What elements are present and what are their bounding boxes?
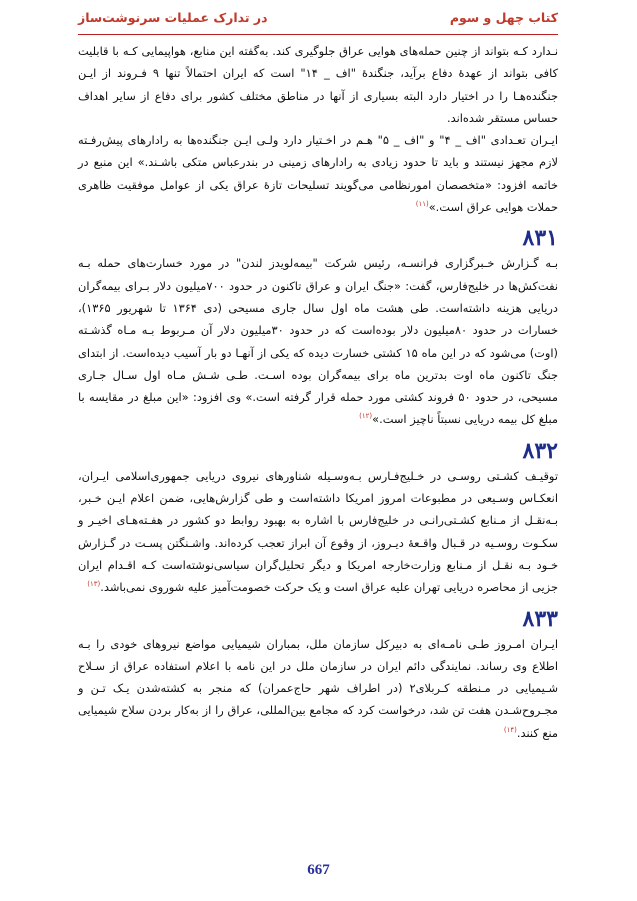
section-paragraph-833 [78, 633, 558, 744]
section-paragraph-832 [78, 465, 558, 599]
header-divider [78, 34, 558, 35]
section-text: ایـران امـروز طـی نامـه‌ای به دبیرکل سازمان ملل، بمباران شیمیایی مواضع نیروهای خودی را بـه اطلاع وی رساند. نمایندگی دائم ایران در سازمان ملل در این نامه با اعلام استفاده عراق از سـلاح شـیمیایی در مـنطقه کـربلای۲ (در اطراف شهر حاج‌عمران) که منجر به کشته‌شدن یـک تـن و مجـروح‌شـدن هفت تن شد، درخواست کرد که مجامع بین‌المللی، عراق را از به‌کار بردن سلاح شیمیایی منع کنند. [78, 636, 558, 740]
book-title: کتاب چهل و سوم [449, 10, 558, 25]
section-paragraph-831 [78, 252, 558, 430]
intro-text-2: ایـران تعـدادی "اف _ ۴" و "اف _ ۵" هـم در اخـتیار دارد ولـی ایـن جنگنده‌ها به رادارهای پیش‌رفـته لازم مجهز نیستند و باید تا حدود زیادی به رادارهای زمینی در بندرعباس متکی باشـند.» این منبع در خاتمه افزود: «متخصصان امورنظامی می‌گویند تسلیحات تازهٔ عراق یکی از عوامل موفقیت ظاهری حملات هوایی عراق است.» [78, 133, 559, 215]
intro-paragraph-2 [78, 129, 558, 218]
footnote-marker: (۱۳) [87, 580, 101, 589]
section-text: بـه گـزارش خـبرگزاری فرانسـه، رئیس شرکت "بیمه‌لویدز لندن" در مورد خسارت‌های حمله بـه نفت‌کش‌ها در خلیج‌فارس، گفت: «جنگ ایران و عراق تاکنون در حدود ۷۰۰میلیون دلار بـرای بیمه‌گران دریایی هزینه داشته‌است. طی هشت ماه اول سال جاری مسیحی (دی ۱۳۶۴ تا شهریور ۱۳۶۵)، خسارات در حدود ۸۰میلیون دلار بوده‌است که در حدود ۳۰میلیون دلار آن مـربوط بـه مـاه گذشـته (اوت) می‌شود که در این ماه ۱۵ کشتی خسارت دیده که یکی از آنهـا دو بار آسیب دیده‌است. از ابتدای جنگ تاکنون ماه اوت بدترین ماه برای بیمه‌گران بوده اسـت. طـی شـش مـاه اول سـال جـاری مسیحی، در حدود ۵۰ فروند کشتی مورد حمله قرار گرفته است.» وی افزود: «این مبلغ در مقایسه با مبلغ کل بیمه دریایی نسبتاً ناچیز است.» [78, 256, 558, 427]
intro-text: نـدارد کـه بتواند از چنین حمله‌های هوایی عراق جلوگیری کند. به‌گفته این منابع، هواپیمایی کـه با قابلیت کافی بتواند از عهدهٔ دفاع برآید، جنگندهٔ "اف _ ۱۴" است که ایران احتمالاً تنها ۹ فـروند از ایـن جنگنده‌هـا را در اختیار دارد البته بسیاری از آنها در مناطق مختلف کشور برای دفاع از سایر اهداف حساس مستقر شده‌اند. [78, 44, 558, 125]
intro-paragraph [78, 40, 558, 129]
section-number-831: ۸۳۱ [522, 225, 558, 252]
footnote-marker: (۱۱) [415, 200, 429, 209]
section-title: در تدارک عملیات سرنوشت‌ساز [78, 10, 268, 25]
section-text: توقیـف کشـتی روسـی در خـلیج‌فـارس بـه‌وسـیله شناورهای نیروی دریایی جمهوری‌اسلامی ایـران، انعکـاس وسـیعی در مطبوعات امروز امریکا داشته‌است و طی گزارش‌هایی، ضمن اعلام ایـن خـبر، بـه‌نقـل از مـنابع کشـتی‌رانـی در خلیج‌فارس با اشاره به بهبود روابط دو کشور در هفـته‌هـای اخیـر و سکـوت روسـیه در قـبال واقـعهٔ دیـروز، از وقوع آن ابراز تعجب کرده‌اند. واشـنگتن پسـت در گـزارش خـود بـه نقـل از مـنابع وزارت‌خارجه امریکا و دیگر تحلیل‌گران سیاسی‌نوشته‌است کـه اقـدام ایران جزیی از محاصره دریایی تهران علیه عراق است و یک حرکت خصومت‌آمیز علیه شوروی نمی‌باشد. [78, 468, 558, 595]
footnote-marker: (۱۴) [503, 725, 517, 734]
page-content [78, 40, 558, 744]
page-number: 667 [307, 862, 330, 878]
section-number-833: ۸۳۳ [522, 605, 558, 632]
footnote-marker: (۱۲) [359, 412, 373, 421]
section-number-832: ۸۳۲ [522, 437, 558, 464]
page-header [78, 10, 558, 36]
